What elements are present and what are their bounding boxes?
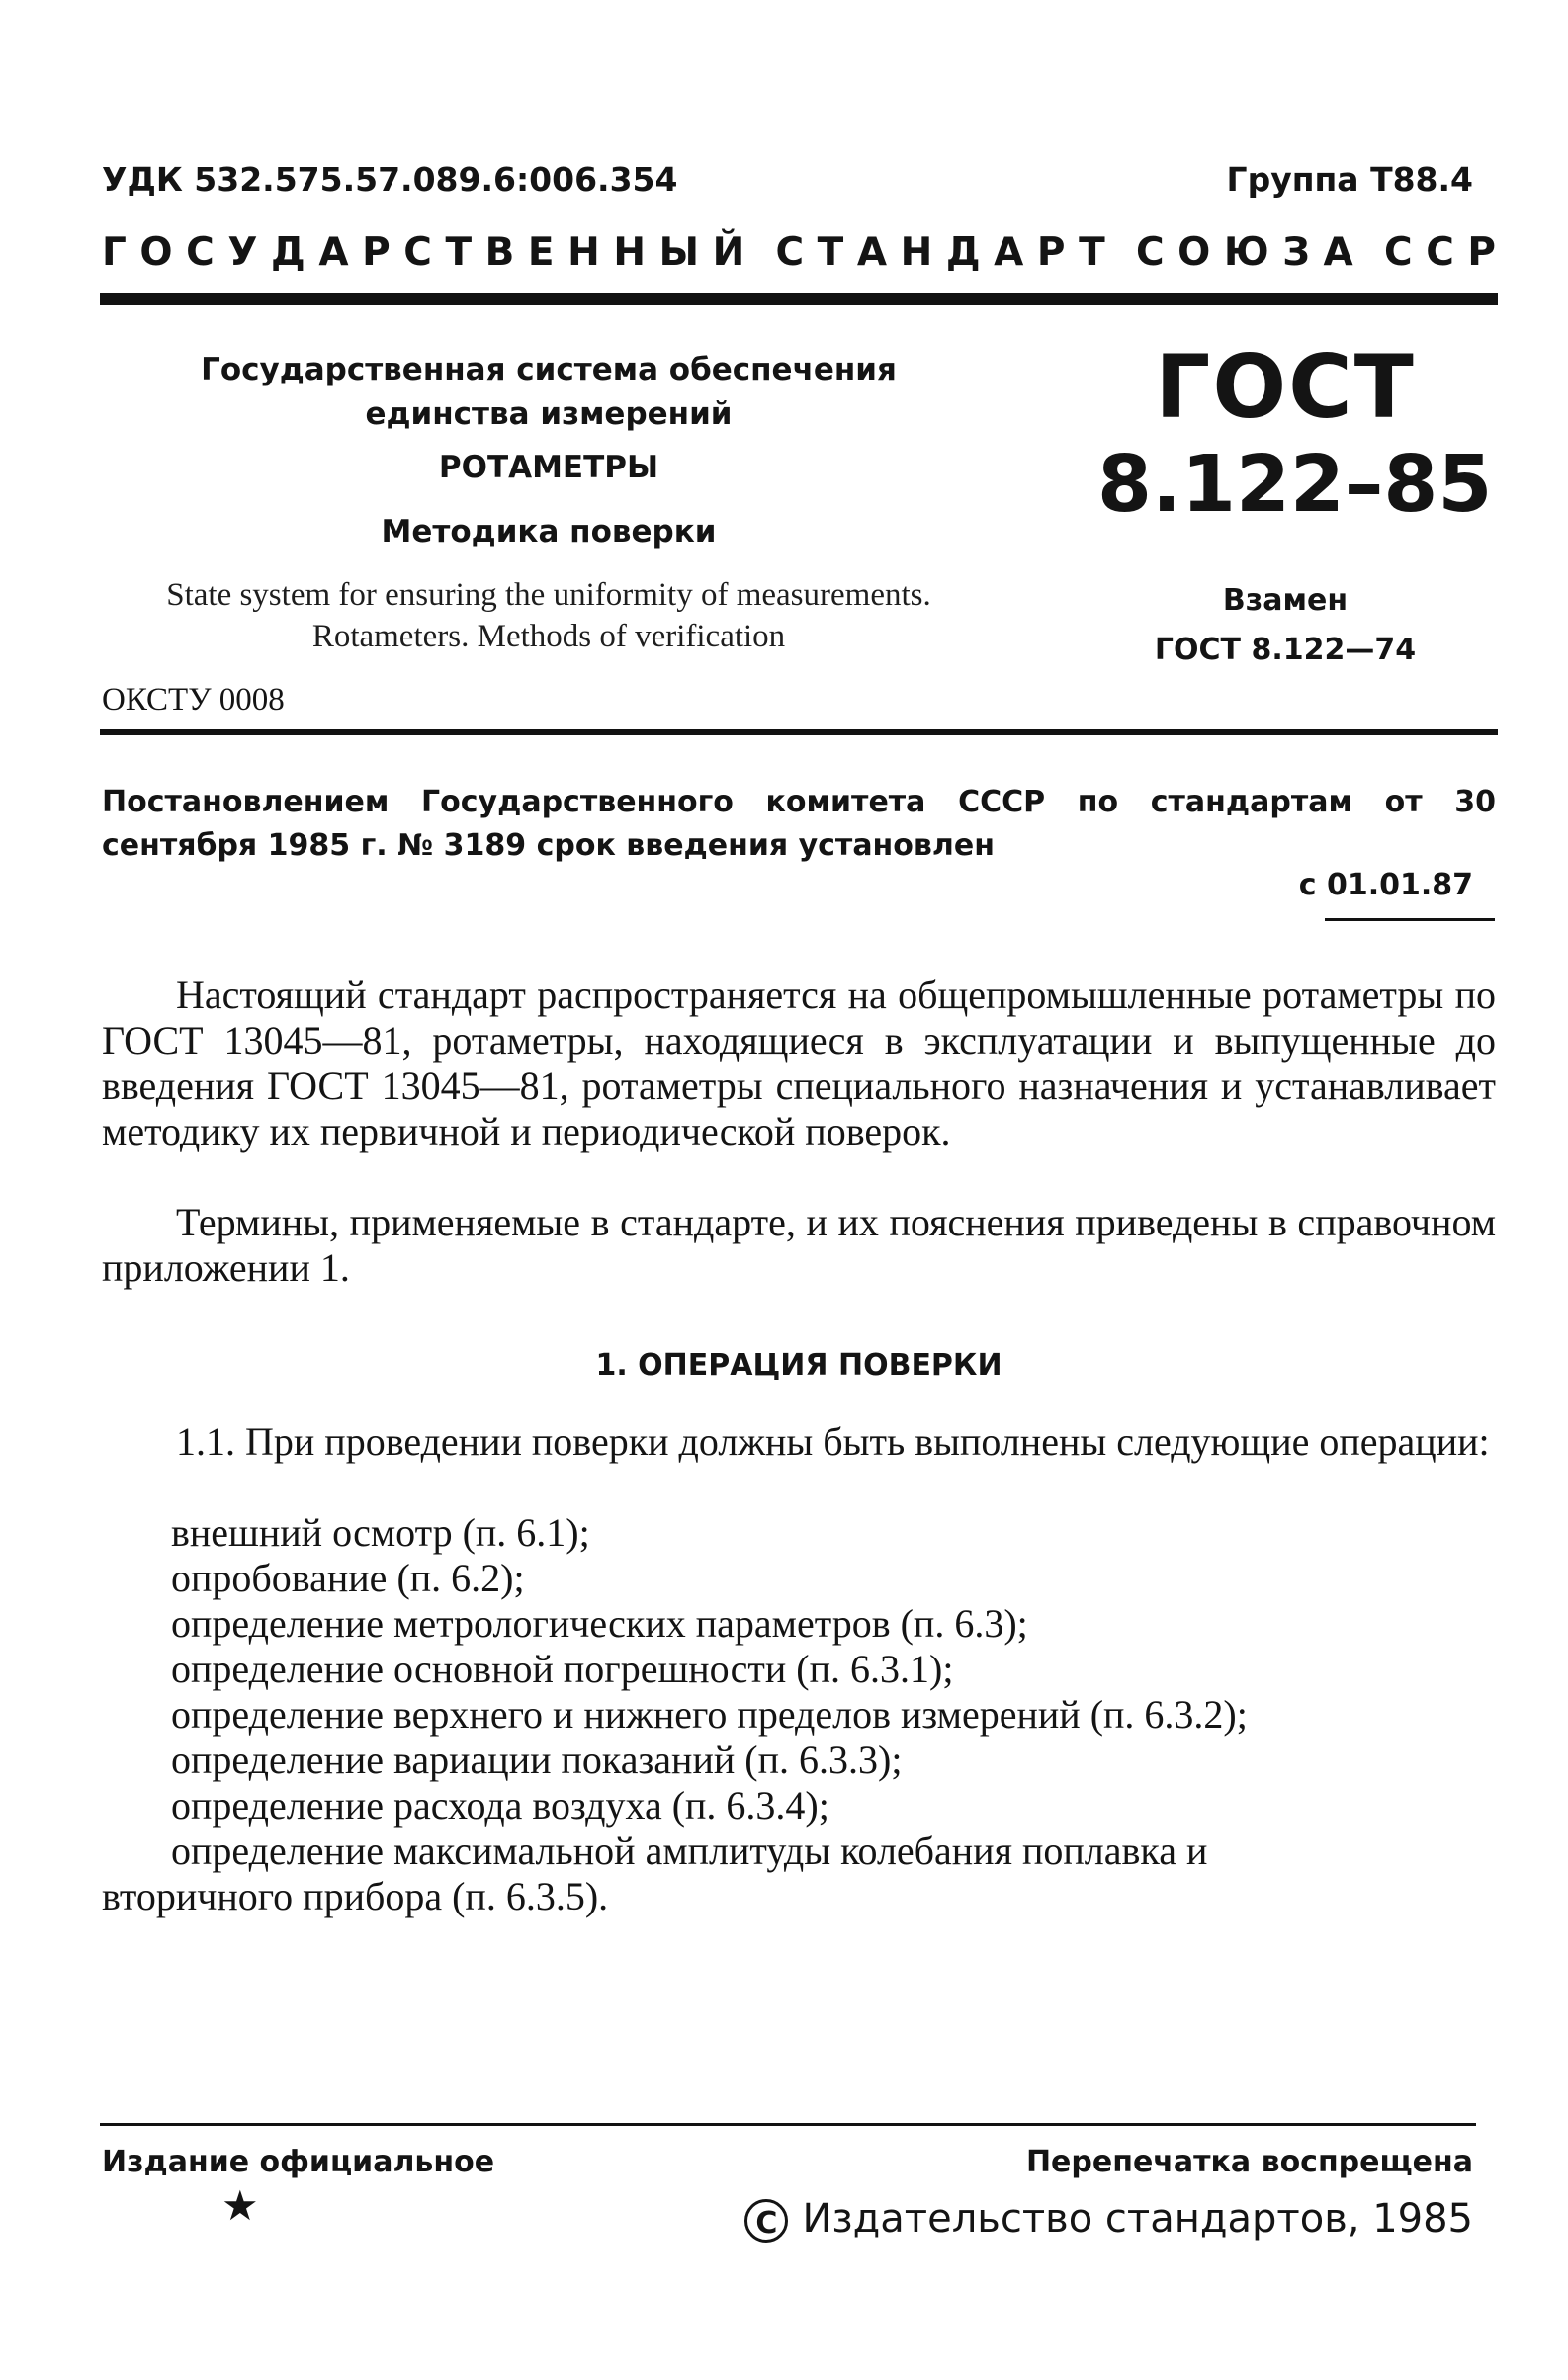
- state-standard-banner: [102, 230, 1496, 275]
- list-item: определение вариации показаний (п. 6.3.3);: [171, 1738, 903, 1782]
- terms-paragraph: Термины, применяемые в стандарте, и их пояснения приведены в справочном приложении 1.: [102, 1200, 1496, 1290]
- list-item: определение максимальной амплитуды колебания поплавка и: [171, 1828, 1208, 1873]
- decree-text: Постановлением Государственного комитета СССР по стандартам от 30 сентября 1985 г. № 3189 срок введения установлен: [102, 785, 1496, 863]
- banner-word-3: С О Ю З А: [1135, 230, 1353, 275]
- publisher-name: Издательство стандартов, 1985: [802, 2196, 1473, 2242]
- gost-number: 8.122–85: [1097, 439, 1493, 530]
- official-edition-label: Издание официальное: [102, 2145, 495, 2179]
- replaces-value: ГОСТ 8.122—74: [1154, 633, 1417, 667]
- banner-word-2: С Т А Н Д А Р Т: [775, 230, 1105, 275]
- list-item: определение верхнего и нижнего пределов измерений (п. 6.3.2);: [171, 1692, 1248, 1737]
- list-item: определение расхода воздуха (п. 6.3.4);: [171, 1783, 829, 1828]
- publisher-copyright: [744, 2196, 1473, 2243]
- list-item-continuation: вторичного прибора (п. 6.3.5).: [102, 1874, 609, 1918]
- system-title: Государственная система обеспечения единства измерений: [201, 352, 897, 432]
- udk-code: УДК 532.575.57.089.6:006.354: [102, 160, 678, 199]
- classification-group: Группа Т88.4: [1226, 160, 1473, 199]
- copyright-icon: C: [744, 2199, 788, 2243]
- intro-paragraph: Настоящий стандарт распространяется на общепромышленные ротаметры по ГОСТ 13045—81, ротаметры, находящиеся в эксплуатации и выпущенные до введения ГОСТ 13045—81, ротаметры специального назначения и устанавливает методику их первичной и периодической поверок.: [102, 973, 1496, 1153]
- effective-date-rule: [1325, 918, 1495, 921]
- banner-word-1: Г О С У Д А Р С Т В Е Н Н Ы Й: [102, 230, 745, 275]
- operations-list: [102, 1510, 1496, 1919]
- english-title: State system for ensuring the uniformity of measurements. Rotameters. Methods of verification: [166, 577, 931, 654]
- list-item: опробование (п. 6.2);: [171, 1556, 525, 1600]
- list-item: определение основной погрешности (п. 6.3.1);: [171, 1647, 954, 1691]
- title-rule: [100, 729, 1498, 735]
- header-rule: [100, 293, 1498, 305]
- method-title: Методика поверки: [381, 514, 717, 550]
- replaces-label: Взамен: [1222, 583, 1349, 618]
- footer-rule: [100, 2123, 1476, 2126]
- reprint-prohibited-label: Перепечатка воспрещена: [1025, 2145, 1473, 2179]
- banner-word-4: С С Р: [1384, 230, 1496, 275]
- clause-1-1: 1.1. При проведении поверки должны быть выполнены следующие операции:: [176, 1419, 1490, 1464]
- section-heading: 1. ОПЕРАЦИЯ ПОВЕРКИ: [595, 1348, 1002, 1383]
- okstu-code: ОКСТУ 0008: [102, 682, 285, 718]
- gost-label: ГОСТ: [1155, 336, 1416, 438]
- effective-date: с 01.01.87: [1298, 868, 1473, 902]
- subject-title: РОТАМЕТРЫ: [438, 450, 659, 485]
- list-item: внешний осмотр (п. 6.1);: [171, 1510, 590, 1555]
- star-icon: ★: [221, 2184, 259, 2230]
- list-item: определение метрологических параметров (п. 6.3);: [171, 1601, 1028, 1646]
